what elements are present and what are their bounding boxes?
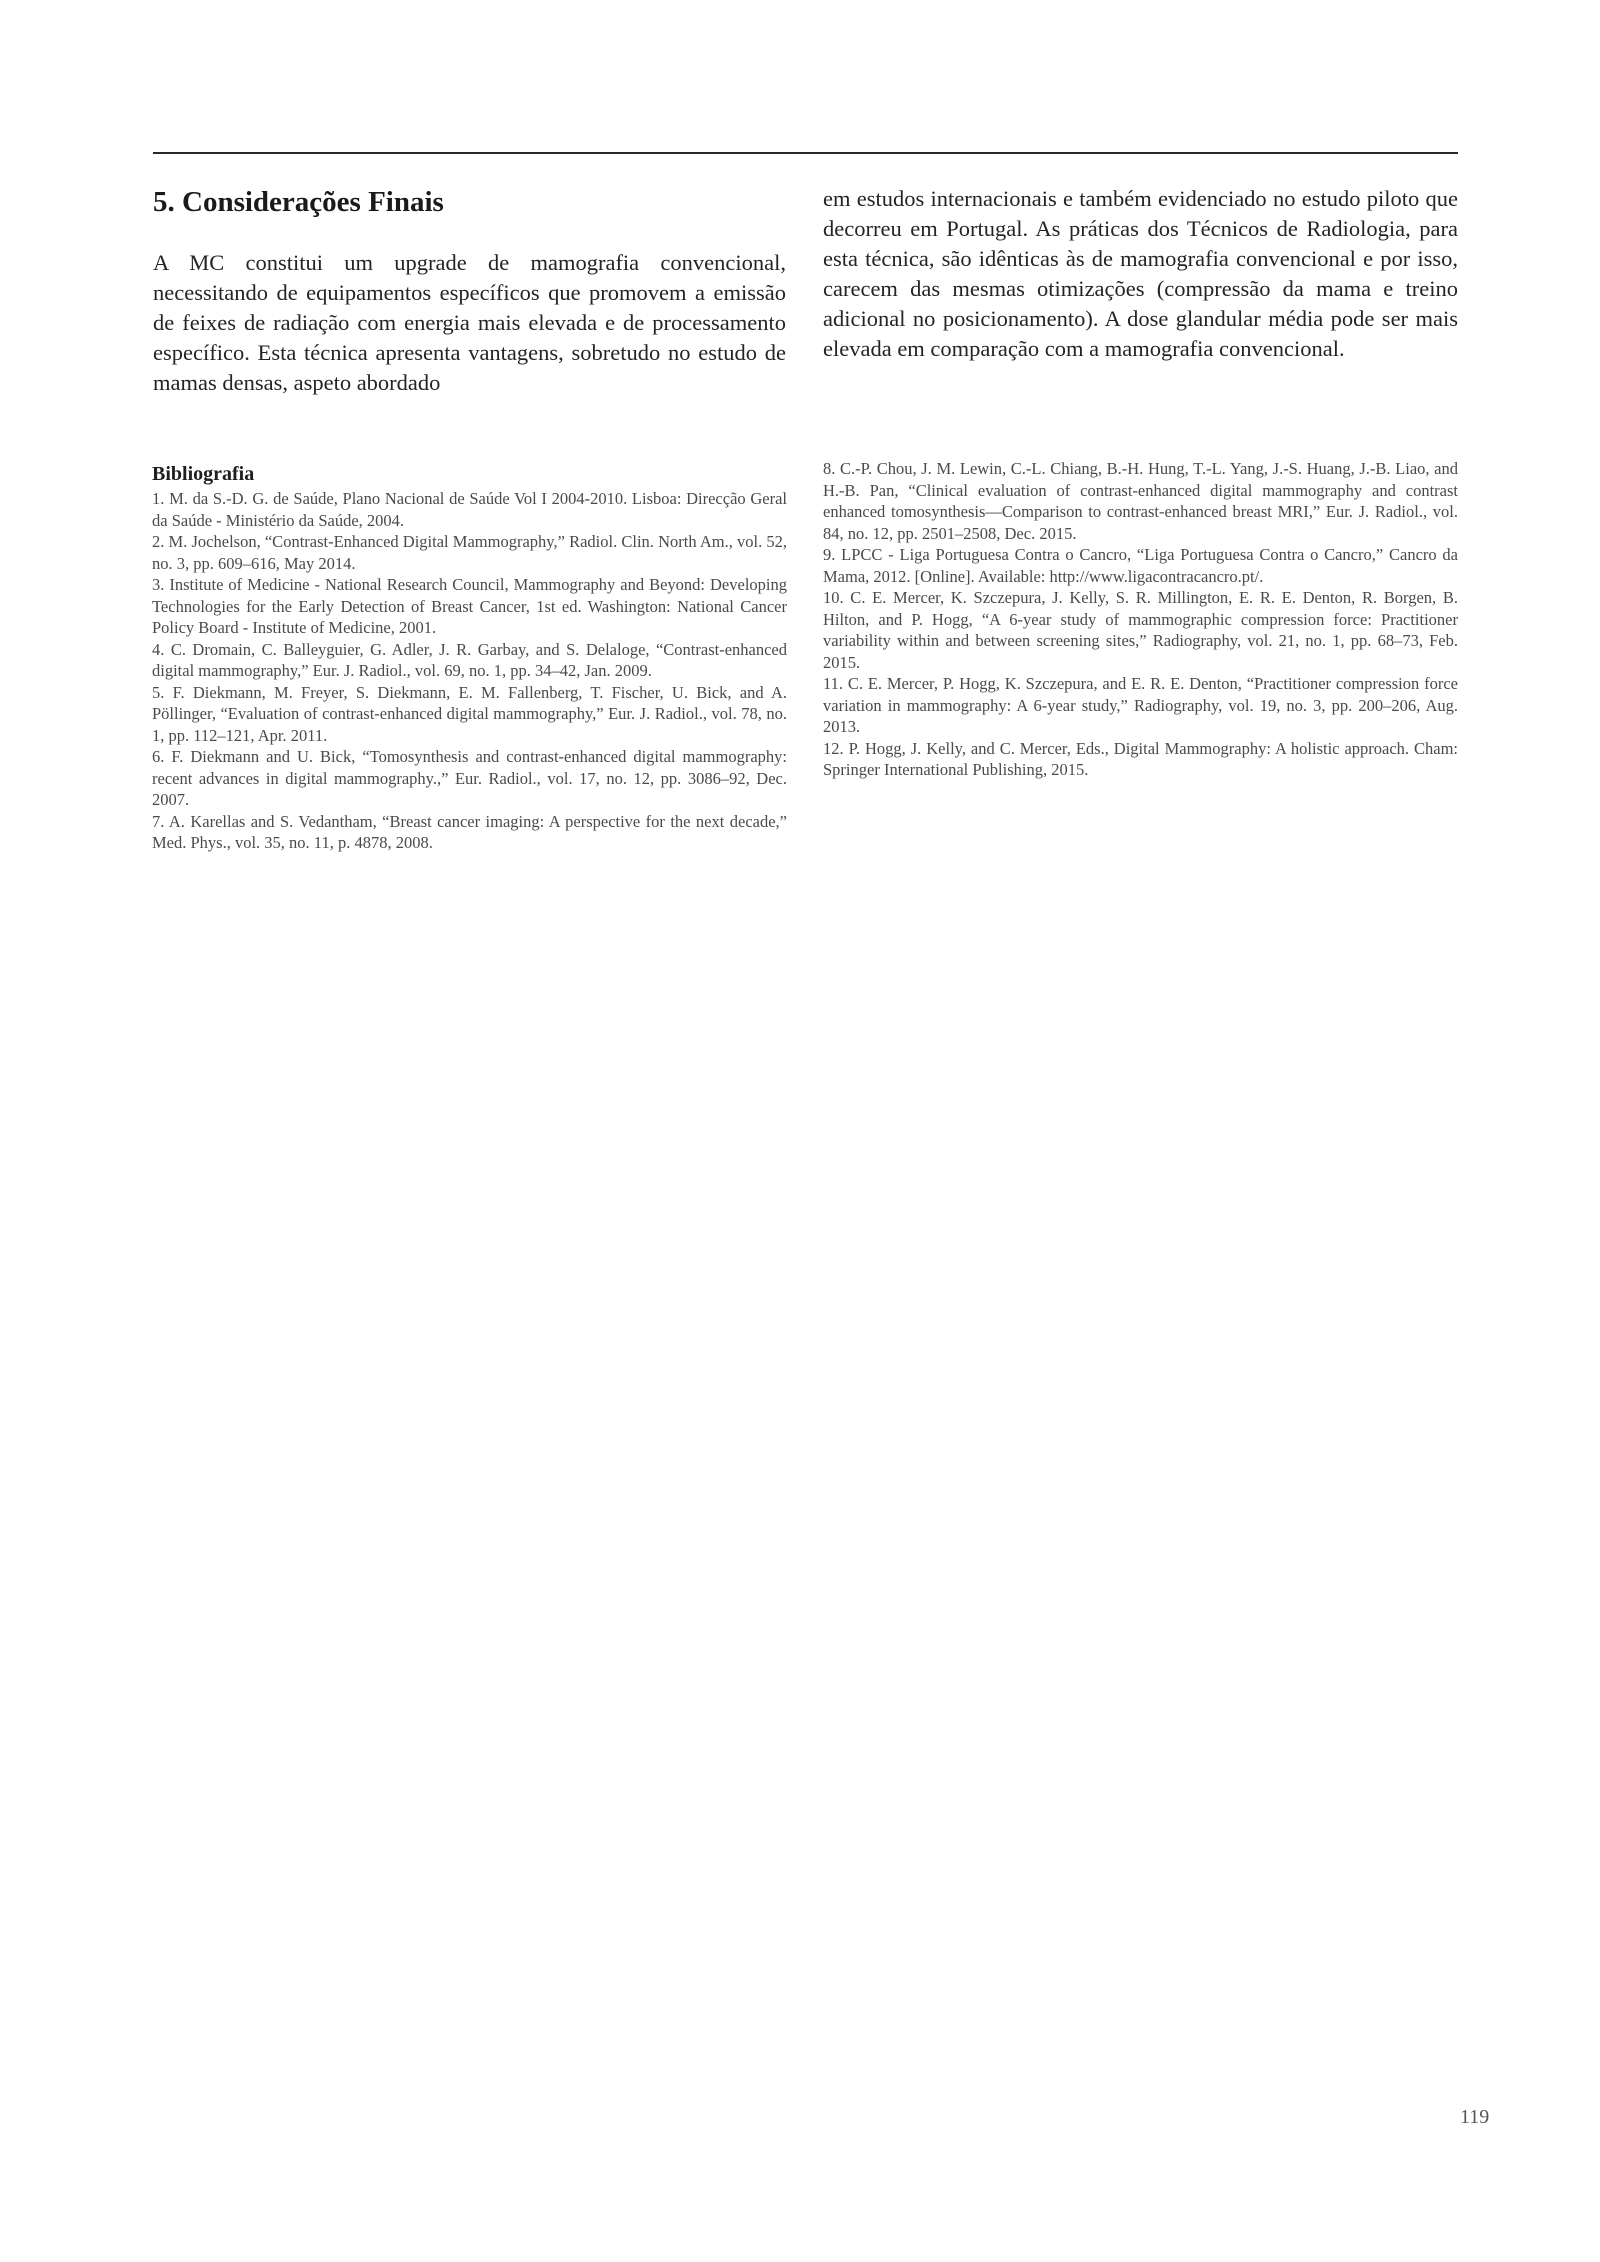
reference-list-left [152,488,787,854]
reference-list-right [823,458,1458,781]
reference-item: 9. LPCC - Liga Portuguesa Contra o Cancro, “Liga Portuguesa Contra o Cancro,” Cancro da Mama, 2012. [Online]. Available: http://www.ligacontracancro.pt/. [823,545,1458,586]
reference-item: 10. C. E. Mercer, K. Szczepura, J. Kelly, S. R. Millington, E. R. E. Denton, R. Borgen, B. Hilton, and P. Hogg, “A 6-year study of mammographic compression force: Practitioner variability within and between screening sites,” Radiography, vol. 21, no. 1, pp. 68–73, Feb. 2015. [823,588,1458,672]
reference-item: 12. P. Hogg, J. Kelly, and C. Mercer, Eds., Digital Mammography: A holistic approach. Cham: Springer International Publishing, 2015. [823,738,1458,779]
reference-item: 11. C. E. Mercer, P. Hogg, K. Szczepura, and E. R. E. Denton, “Practitioner compression force variation in mammography: A 6-year study,” Radiography, vol. 19, no. 3, pp. 200–206, Aug. 2013. [823,674,1458,736]
conclusion-paragraph-left: A MC constitui um upgrade de mamografia convencional, necessitando de equipamentos específicos que promovem a emissão de feixes de radiação com energia mais elevada e de processamento específico. Esta técnica apresenta vantagens, sobretudo no estudo de mamas densas, aspeto abordado [153,250,786,395]
reference-item: 1. M. da S.-D. G. de Saúde, Plano Nacional de Saúde Vol I 2004-2010. Lisboa: Direcção Geral da Saúde - Ministério da Saúde, 2004. [152,489,787,530]
reference-item: 5. F. Diekmann, M. Freyer, S. Diekmann, E. M. Fallenberg, T. Fischer, U. Bick, and A. Pöllinger, “Evaluation of contrast-enhanced digital mammography,” Eur. J. Radiol., vol. 78, no. 1, pp. 112–121, Apr. 2011. [152,682,787,745]
reference-item: 7. A. Karellas and S. Vedantham, “Breast cancer imaging: A perspective for the next decade,” Med. Phys., vol. 35, no. 11, p. 4878, 2008. [152,811,787,852]
reference-item: 4. C. Dromain, C. Balleyguier, G. Adler, J. R. Garbay, and S. Delaloge, “Contrast-enhanced digital mammography,” Eur. J. Radiol., vol. 69, no. 1, pp. 34–42, Jan. 2009. [152,639,787,680]
reference-item: 8. C.-P. Chou, J. M. Lewin, C.-L. Chiang, B.-H. Hung, T.-L. Yang, J.-S. Huang, J.-B. Liao, and H.-B. Pan, “Clinical evaluation of contrast-enhanced digital mammography and contrast enhanced tomosynthesis—Comparison to contrast-enhanced breast MRI,” Eur. J. Radiol., vol. 84, no. 12, pp. 2501–2508, Dec. 2015. [823,459,1458,543]
reference-item: 6. F. Diekmann and U. Bick, “Tomosynthesis and contrast-enhanced digital mammography: recent advances in digital mammography.,” Eur. Radiol., vol. 17, no. 12, pp. 3086–92, Dec. 2007. [152,747,787,809]
header-rule [153,152,1458,154]
reference-item: 3. Institute of Medicine - National Research Council, Mammography and Beyond: Developing Technologies for the Early Detection of Breast Cancer, 1st ed. Washington: National Cancer Policy Board - Institute of Medicine, 2001. [152,575,787,637]
conclusion-paragraph-right: em estudos internacionais e também evidenciado no estudo piloto que decorreu em Portugal. As práticas dos Técnicos de Radiologia, para esta técnica, são idênticas às de mamografia convencional e por isso, carecem das mesmas otimizações (compressão da mama e treino adicional no posicionamento). A dose glandular média pode ser mais elevada em comparação com a mamografia convencional. [823,186,1458,361]
reference-item: 2. M. Jochelson, “Contrast-Enhanced Digital Mammography,” Radiol. Clin. North Am., vol. 52, no. 3, pp. 609–616, May 2014. [152,532,787,573]
section-title: 5. Considerações Finais [153,186,444,218]
bibliography-heading: Bibliografia [152,463,255,485]
page-number: 119 [1460,2106,1490,2128]
